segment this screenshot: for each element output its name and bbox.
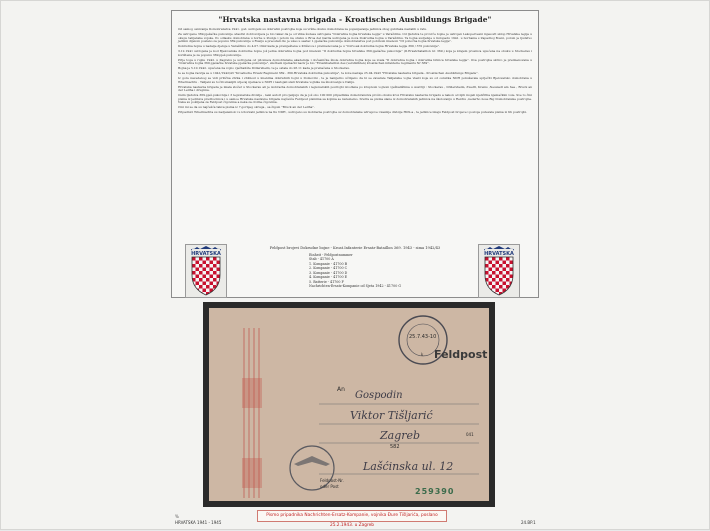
footer-mark: %	[175, 514, 179, 519]
text-panel	[171, 10, 539, 298]
footer-left: HRVATSKA 1941 - 1945	[175, 520, 222, 525]
unit-line: 5. Batterie - 41700 F	[309, 279, 344, 284]
paragraph: Iz gore navedenog se vidi prilična zbrka i zbilnost u imenima dokrudnih bojni u Domovini , te je namjerno učinjeno da bi se zavarale Talijanske vojne vlasti koje su od osnutka NDH pokušavale sprječiti Bjelovarsko domobrana u Whermachtu . Talijani su točili smanjiti utjecaj njemaca u NDH i nastojali slati hrvatske vojnike na školovanju u Italiju.	[178, 76, 532, 84]
paragraph: Od samog osnivanja Domobranstva 1941. god. ustrojeni su dokrudni postrojbe koje su vršile obuku domobrana za popunjavanje jedinica zbog gubitaka nastalih u ratu.	[178, 27, 428, 31]
unit-line: 1. Kompanie - 41700 B	[309, 261, 348, 266]
postmark-date: 25.7.43-10	[409, 334, 437, 340]
feldpost-envelope	[209, 308, 489, 501]
unit-line: Stab - 41700 A	[309, 257, 334, 261]
unit-line: Nachrichten-Ersatz-Kompanie od Sjeta 1942 - 41700 G	[309, 284, 401, 288]
unit-lines	[309, 253, 401, 289]
number-582: 582	[390, 444, 400, 450]
unit-line: Einheit - Feldpostnummer	[309, 252, 353, 257]
history-text	[178, 28, 532, 116]
unit-line: 3. Kompanie - 41700 D	[309, 270, 348, 275]
svg-text:HRVATSKA: HRVATSKA	[191, 251, 221, 257]
unit-list-heading: Feldpost brojevi Dokrudne bojne - Kroat.Infanterie Ersatz-Bataillon 369. 1943 - sima 1942/43	[269, 246, 441, 250]
paragraph: Bojna je 5.10.1942. upućena na vojno vježbalište Döllersheim, te je ostala do 28.11 kada je prebačena u Stockerau.	[178, 66, 350, 71]
envelope-mount	[203, 302, 495, 507]
number-041: 041	[466, 432, 474, 437]
paragraph: Pripadnici Whermachta su nadjeleniok i u izborzabi jedinica na tlu NDH , ustrojeno su izobrazne postrojbe uz domobranske udrugove i kasnije divizije HOS-a , te jedinice imaju Feldpost brojeve i postoje putevala pisma iz tih postrojbi.	[178, 110, 528, 115]
paragraph: 3.12.1941 ustrojena je kod Bjelovarske dokrudne bojne još jedna dokrudna bojna pod imenom "II dokrudna bojna hrvatske 369.pješačke pukovnije" (II.Ersatzbataillon nr. 369.) koja je krajem prosinca upućena na obuku u Stockerau i korištena je za popunu 369.pješ.pukovnije.	[178, 49, 532, 57]
paragraph: Za ustrojene 369.pješačke pukovnije odaslivi dobrovoljaca je bio takav da je od vlika šudesa ustrojena "Dokrudna bojna hrvatske legije" u Varaždinu. Od ljudstva te provrće bojne je ustrojen Lakopervesni mjesovit sklop Hrvatske legije u okupu talijanske vojske. Po odlasku domobrana u borbe u Posnju i potom na obuku u Broa del Garda ustrojena je nova Dokrudna bojna u Varaždinu. Ta bojna sudjeluje u listopadu 1941. u borbama s Zapadnoj Bosni, potom je ljudstvo jednim dijelom poslano za popunu 369.pukovnije u Rusiju a preostali dio je ušao u sastav 1.pješačke pukovnije domobranstva pod pobinom imenom "III pobočna bojna hrvatske legije".	[178, 32, 532, 43]
unit-line: 2. Kompanie - 41700 C	[309, 266, 348, 270]
paragraph: Prije toga u rujnu 1942. u Zagrebu je ustrojena od pitomaca domobranske akademije i dočasničke škole dokrudna bojna koja se zvala "II dokrudna bojna i dokrudna bitnica hrvatske legije". Ova postrojba skrivo je preimenovana u "Dokrudna bojna 369.pješačke hrvatske pješačke pukovnije", službeni njemački naziv je bio "Ersatzbataillon des (verstärkten) kroatischen infanterie regiments Nr 369".	[178, 57, 532, 65]
registration-number: 259390	[415, 487, 455, 496]
paragraph: Ie se bojna razvija se u 1941/1942/43 "Kroatische Ersatz Regiment 369 - 369.Hrvatska dokrudna pukovnija", te kote nastaje 25.04.1943 "Hrvatska nastavna brigada - Kroatischen Ausbildungs Brigade".	[178, 71, 479, 76]
paragraph: Dokrudna bojna u nadalje djeluje u Varaždinu do 4.07.1942 kada je premještena u Križevce i preimenovana je u "Ozrvoak dokrudna bojna Hrvatske legije 369 / 370 pukovnije".	[178, 44, 440, 48]
oder-post-label: oder Post	[320, 484, 339, 489]
paragraph: Hrvatska nastavna brigada je imala stožer u Stockerau ali je izobrazba domobranskih i legionarskih postrojbi izvođena po krupnom vojnom vježbalištima u Austriji : Stockerau , Döllersheim, Zwettl, Krems ,Neusiedl am See , Bruck an der Leitha i drugima.	[178, 84, 532, 93]
unit-line: 4. Kompanie - 41700 E	[309, 275, 348, 279]
envelope-caption: Pismo pripadnika Nachrichten-Ersatz-Kompanie, vojnika Đure Tišljarića, poslano 25.2.1943. u Zagreb	[257, 510, 447, 522]
paragraph: Osim ljudstva 369.pješ.pukovnije i 3 legionarske divizije , neki autori procjenjuju da je još oko 100 000 pripadnika domobranstva prošlo obuku kroz Hrvatsku nastavnu brigadu a nakon od njih mojeli njeličitha njemačkim vole. Sve to čini pisma iz jedinica predbocimca i u samoe Hrvatske nastavne brigade najčešće Feldpost pismima sa kojima se nareziemo. Sretra se pisma slane iz domobranskih jedinica na školovanju u Reichu ,nederho nose Big Domobranske postrojbe. Neka su pošiljena za Feldpost čigovima a neka za civilne čigovima.	[178, 93, 532, 105]
handwritten-city: Zagreb	[380, 429, 421, 442]
footer-right: 24.BP.1	[521, 520, 536, 525]
an-label: An	[337, 386, 345, 393]
feldpost-label: Feldpost	[434, 348, 488, 361]
page-title: "Hrvatska nastavna brigada - Kroatischen Ausbildungs Brigade"	[218, 15, 492, 24]
paragraph: Cini mi se da su najčešća takva pisma iz 7.gornjeg okruga , sa žigom "Bruck an der Leitha".	[178, 105, 315, 110]
handwritten-salutation: Gospodin	[355, 390, 403, 401]
feldpost-nr-label: Feldpost-Nr.	[320, 478, 344, 483]
feldpost-unit-list	[212, 246, 498, 289]
handwritten-recipient: Viktor Tišljarić	[350, 409, 433, 422]
postmark-sub: k.	[421, 352, 425, 357]
svg-text:HRVATSKA: HRVATSKA	[484, 251, 514, 257]
handwritten-street: Lašćinska ul. 12	[363, 460, 454, 473]
